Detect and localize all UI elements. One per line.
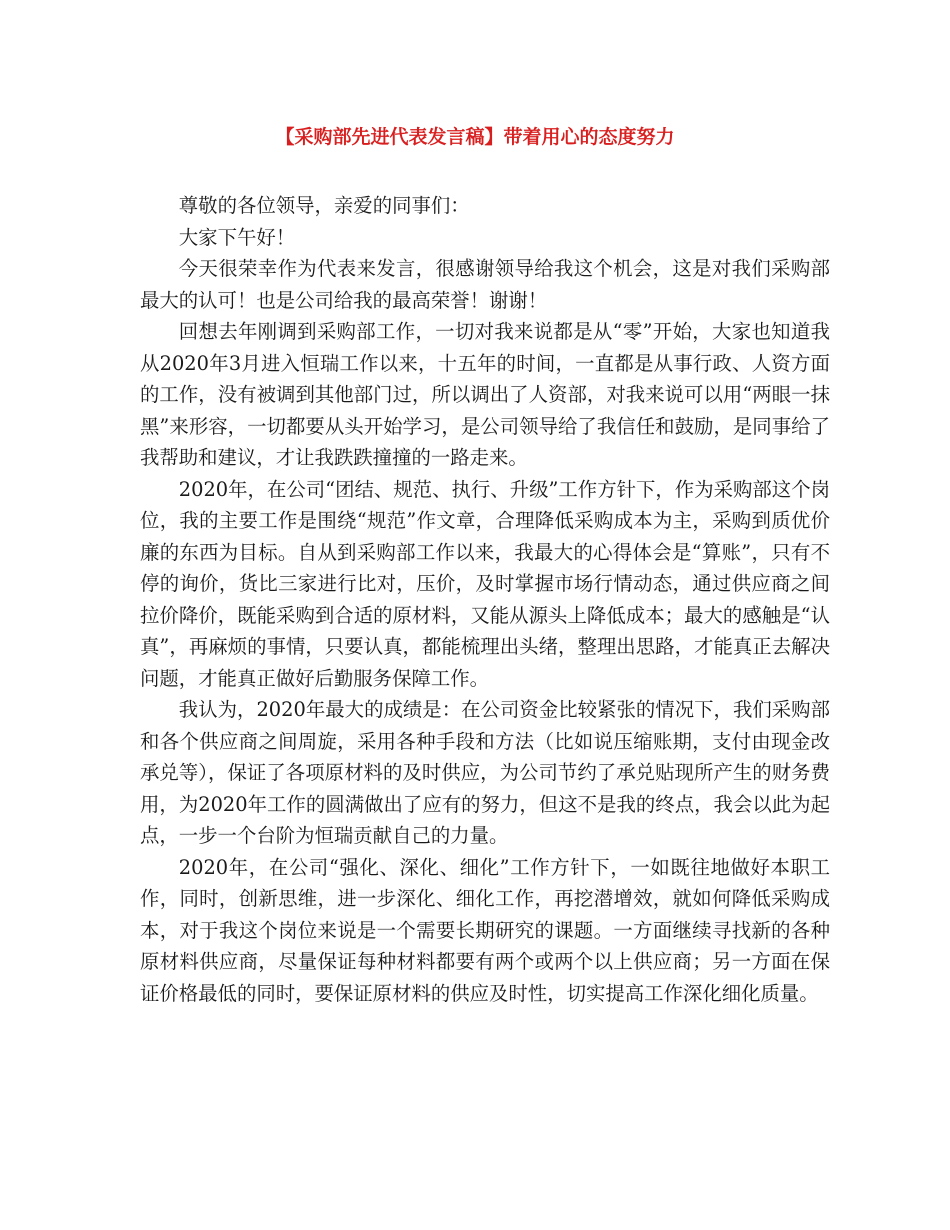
body-paragraph: 2020年，在公司“强化、深化、细化”工作方针下，一如既往地做好本职工作，同时，创新思维，进一步深化、细化工作，再挖潜增效，就如何降低采购成本，对于我这个岗位来说是一个需要长期研究的课题。一方面继续寻找新的各种原材料供应商，尽量保证每种材料都要有两个或两个以上供应商；另一方面在保证价格最低的同时，要保证原材料的供应及时性，切实提高工作深化细化质量。 bbox=[140, 855, 830, 1005]
body-paragraph: 今天很荣幸作为代表来发言，很感谢领导给我这个机会，这是对我们采购部最大的认可！也是公司给我的最高荣誉！谢谢！ bbox=[140, 257, 830, 312]
document-body bbox=[140, 190, 830, 1009]
body-paragraph: 2020年，在公司“团结、规范、执行、升级”工作方针下，作为采购部这个岗位，我的主要工作是围绕“规范”作文章，合理降低采购成本为主，采购到质优价廉的东西为目标。自从到采购部工作以来，我最大的心得体会是“算账”，只有不停的询价，货比三家进行比对，压价，及时掌握市场行情动态，通过供应商之间拉价降价，既能采购到合适的原材料，又能从源头上降低成本；最大的感触是“认真”，再麻烦的事情，只要认真，都能梳理出头绪，整理出思路，才能真正去解决问题，才能真正做好后勤服务保障工作。 bbox=[140, 477, 830, 690]
body-paragraph: 我认为，2020年最大的成绩是：在公司资金比较紧张的情况下，我们采购部和各个供应商之间周旋，采用各种手段和方法（比如说压缩账期，支付由现金改承兑等），保证了各项原材料的及时供应，为公司节约了承兑贴现所产生的财务费用，为2020年工作的圆满做出了应有的努力，但这不是我的终点，我会以此为起点，一步一个台阶为恒瑞贡献自己的力量。 bbox=[140, 698, 830, 847]
document-title: 【采购部先进代表发言稿】带着用心的态度努力 bbox=[275, 126, 675, 148]
salutation-paragraph: 大家下午好！ bbox=[178, 225, 296, 249]
body-paragraph: 回想去年刚调到采购部工作，一切对我来说都是从“零”开始，大家也知道我从2020年3月进入恒瑞工作以来，十五年的时间，一直都是从事行政、人资方面的工作，没有被调到其他部门过，所以调出了人资部，对我来说可以用“两眼一抹黑”来形容，一切都要从头开始学习，是公司领导给了我信任和鼓励，是同事给了我帮助和建议，才让我跌跌撞撞的一路走来。 bbox=[140, 320, 830, 469]
greeting-paragraph: 尊敬的各位领导，亲爱的同事们： bbox=[178, 194, 470, 217]
